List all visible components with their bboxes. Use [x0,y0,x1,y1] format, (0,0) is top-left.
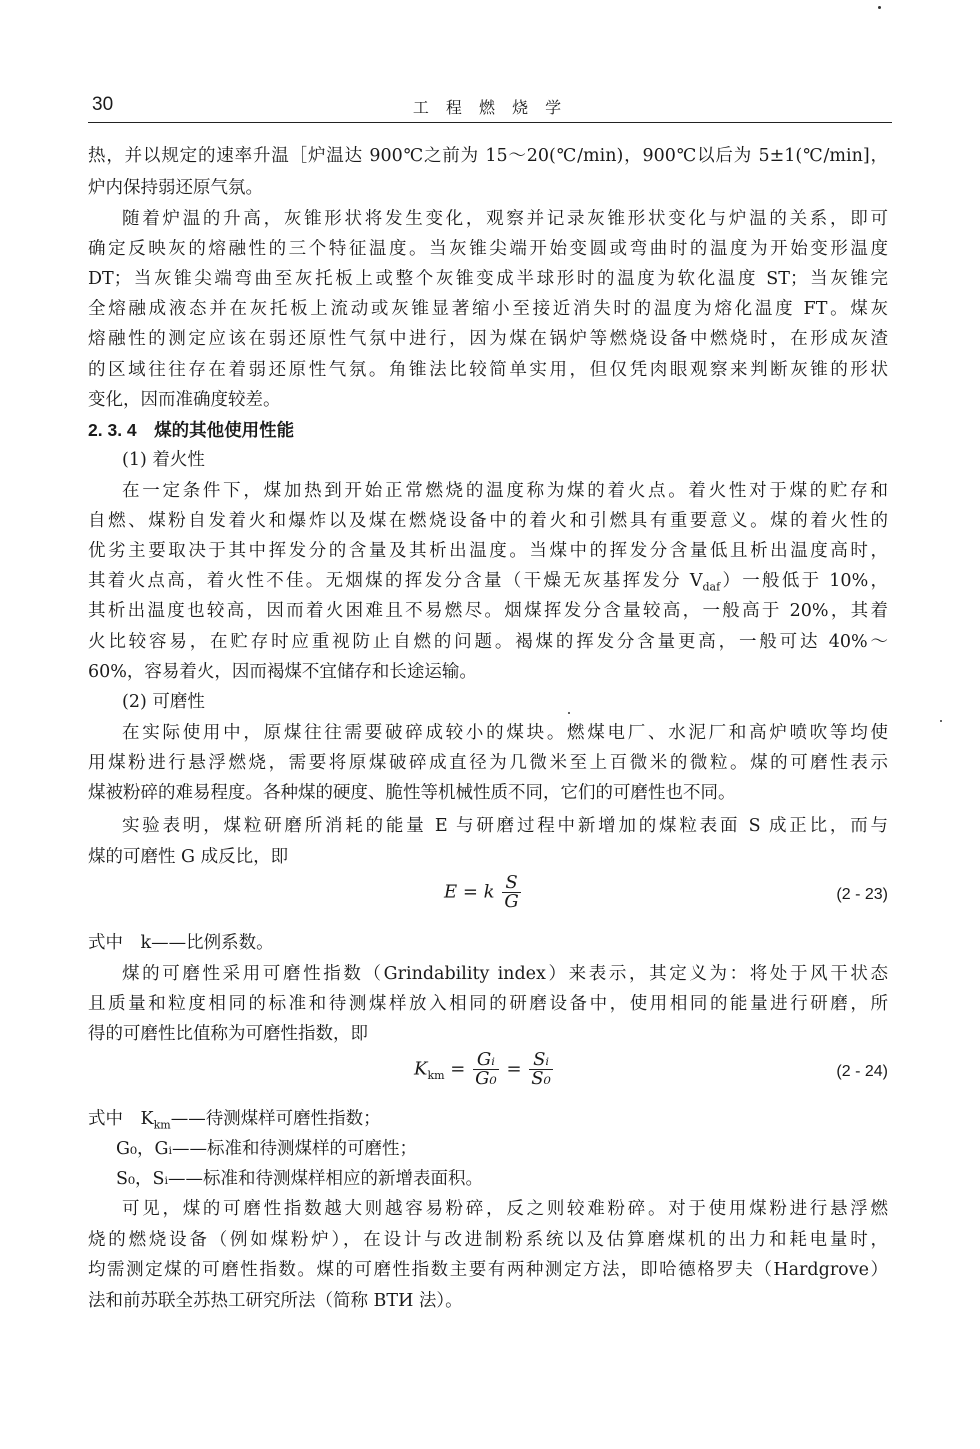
text-line: S₀，Sᵢ——标准和待测煤样相应的新增表面积。 [116,1169,484,1189]
text-line: 式中 k——比例系数。 [88,933,274,953]
equation-number: (2 - 23) [836,886,888,903]
fraction [473,1051,499,1088]
text-line: 炉内保持弱还原气氛。 [88,178,263,198]
page-number: 30 [92,94,114,115]
fraction [502,874,520,911]
running-title: 工 程 燃 烧 学 [412,98,568,117]
equation-number: (2 - 24) [836,1063,888,1080]
text-line: 煤的可磨性采用可磨性指数（Grindability index）来表示，其定义为：将处于风干状态 [122,964,888,984]
text-line: 且质量和粒度相同的标准和待测煤样放入相同的研磨设备中，使用相同的能量进行研磨，所 [88,994,888,1014]
text-fragment: ——待测煤样可磨性指数； [170,1109,381,1129]
text-line: 其析出温度也较高，因而着火困难且不易燃尽。烟煤挥发分含量较高，一般高于 20%，其着 [88,601,888,621]
denominator: G₀ [475,1068,497,1089]
text-line: 用煤粉进行悬浮燃烧，需要将原煤破碎成直径为几微米至上百微米的微粒。煤的可磨性表示 [88,753,888,773]
text-line: 确定反映灰的熔融性的三个特征温度。当灰锥尖端开始变圆或弯曲时的温度为开始变形温度 [88,239,888,259]
subscript: km [427,1069,445,1083]
subscript: daf [702,580,721,594]
text-line: 在一定条件下，煤加热到开始正常燃烧的温度称为煤的着火点。着火性对于煤的贮存和 [122,481,888,501]
denominator: G [504,891,519,912]
text-line: 烧的燃烧设备（例如煤粉炉），在设计与改进制粉系统以及估算磨煤机的出力和耗电量时， [88,1230,888,1250]
text-line: 火比较容易，在贮存时应重视防止自燃的问题。褐煤的挥发分含量更高，一般可达 40%～ [88,632,888,652]
subsection-heading: (2) 可磨性 [122,692,205,712]
text-line: 优劣主要取决于其中挥发分的含量及其析出温度。当煤中的挥发分含量低且析出温度高时， [88,541,888,561]
text-line: 熔融性的测定应该在弱还原性气氛中进行，因为煤在锅炉等燃烧设备中燃烧时，在形成灰渣 [88,329,888,349]
text-line: 均需测定煤的可磨性指数。煤的可磨性指数主要有两种测定方法，即哈德格罗夫（Hardgrove） [88,1260,888,1280]
denominator: S₀ [531,1068,551,1089]
text-line: 自燃、煤粉自发着火和爆炸以及煤在燃烧设备中的着火和引燃具有重要意义。煤的着火性的 [88,511,888,531]
text-line: 法和前苏联全苏热工研究所法（简称 ВТИ 法）。 [88,1291,463,1311]
text-line: 得的可磨性比值称为可磨性指数，即 [88,1024,368,1044]
equals-sign: = [450,1058,466,1080]
equation-lhs: E = k [444,881,495,903]
text-line: 可见，煤的可磨性指数越大则越容易粉碎，反之则较难粉碎。对于使用煤粉进行悬浮燃 [122,1199,888,1219]
section-heading: 2. 3. 4 煤的其他使用性能 [88,420,295,440]
numerator: Sᵢ [529,1051,553,1070]
scan-speck [940,720,942,722]
equals-sign: = [506,1058,522,1080]
text-fragment: 式中 K [88,1109,154,1129]
text-line: DT；当灰锥尖端弯曲至灰托板上或整个灰锥变成半球形时的温度为软化温度 ST；当灰锥完 [88,269,888,289]
numerator: S [502,874,520,893]
text-line [88,570,888,599]
text-line: 煤被粉碎的难易程度。各种煤的硬度、脆性等机械性质不同，它们的可磨性也不同。 [88,783,736,803]
text-fragment: 其着火点高，着火性不佳。无烟煤的挥发分含量（干燥无灰基挥发分 V [88,571,703,591]
text-line: 的区域往往存在着弱还原性气氛。角锥法比较简单实用，但仅凭肉眼观察来判断灰锥的形状 [88,360,888,380]
equation-lhs: K [414,1058,428,1080]
text-line: 60%，容易着火，因而褐煤不宜储存和长途运输。 [88,662,477,682]
fraction [529,1051,553,1088]
text-line [88,1108,381,1137]
text-line: 在实际使用中，原煤往往需要破碎成较小的煤块。燃煤电厂、水泥厂和高炉喷吹等均使 [122,723,888,743]
text-line: 全熔融成液态并在灰托板上流动或灰锥显著缩小至接近消失时的温度为熔化温度 FT。煤灰 [88,299,888,319]
text-line: 变化，因而准确度较差。 [88,390,281,410]
subscript: km [153,1118,171,1132]
text-segment [88,570,888,599]
scan-speck [878,6,881,9]
text-line: G₀，Gᵢ——标准和待测煤样的可磨性； [116,1139,417,1159]
subsection-heading: (1) 着火性 [122,450,205,470]
text-line: 实验表明，煤粒研磨所消耗的能量 E 与研磨过程中新增加的煤粒表面 S 成正比，而与 [122,816,888,836]
text-line: 随着炉温的升高，灰锥形状将发生变化，观察并记录灰锥形状变化与炉温的关系，即可 [122,209,888,229]
scan-speck [568,712,570,714]
text-line: 热，并以规定的速率升温［炉温达 900℃之前为 15～20(℃/min)，900℃以后为 5±1(℃/min]， [88,146,888,166]
page-header [88,92,892,123]
text-fragment: ）一般低于 10%， [720,571,888,591]
equation-2-23 [444,874,523,911]
text-line: 煤的可磨性 G 成反比，即 [88,847,289,867]
numerator: Gᵢ [473,1051,499,1070]
equation-2-24 [414,1051,555,1088]
